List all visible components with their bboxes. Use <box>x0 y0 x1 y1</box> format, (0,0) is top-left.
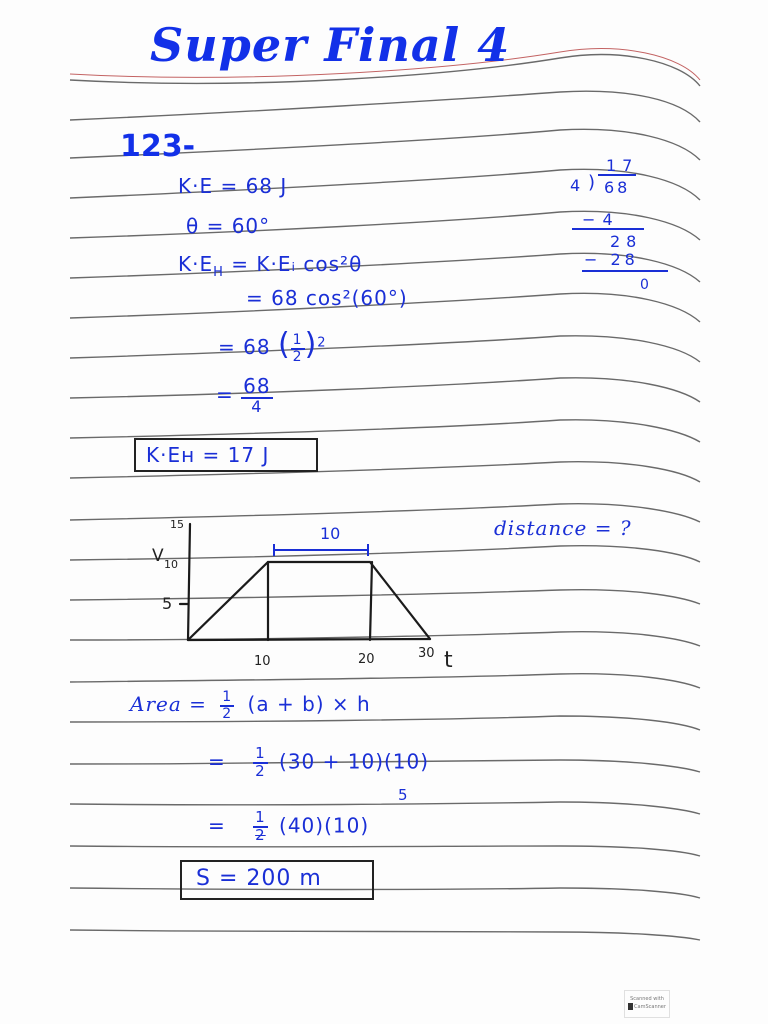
answer-1: K·Eн = 17 J <box>146 443 270 467</box>
formula-rhs: = K·Eᵢ cos²θ <box>231 252 363 276</box>
answer-2: S = 200 m <box>196 866 322 891</box>
area-frac-den: 2 <box>222 705 233 722</box>
division-quotient: 17 <box>606 156 639 175</box>
division-line-1 <box>572 228 644 230</box>
watermark-line-2-wrap <box>625 1003 669 1011</box>
area-substitution-line <box>208 746 429 780</box>
simplify-frac-den: 2 <box>255 825 266 844</box>
camscanner-watermark <box>624 990 670 1018</box>
division-line-2 <box>582 270 668 272</box>
simplify-frac-num: 1 <box>255 808 266 826</box>
y-axis <box>188 524 190 640</box>
division-remainder-1: 28 <box>610 232 643 251</box>
division-sub-2: − 28 <box>584 250 639 269</box>
trapezoid-line <box>188 562 430 640</box>
answer-box-2 <box>180 860 374 900</box>
step-2-frac-den: 2 <box>292 348 303 365</box>
sub-frac-num: 1 <box>255 744 266 762</box>
division-remainder-final: 0 <box>640 277 650 293</box>
given-angle: θ = 60° <box>186 214 271 238</box>
page-title: Super Final 4 <box>150 18 511 72</box>
step-3-num: 68 <box>243 374 271 398</box>
x-tick-20: 20 <box>358 652 375 667</box>
camscanner-logo-icon <box>628 1003 633 1010</box>
answer-box-1 <box>134 438 318 472</box>
sub-values: (30 + 10)(10) <box>279 749 430 774</box>
division-dividend: 68 <box>604 178 631 197</box>
given-kinetic-energy: K·E = 68 J <box>178 174 288 198</box>
question-number: 123- <box>120 129 196 164</box>
distance-question: distance = ? <box>494 516 632 540</box>
step-1: = 68 cos²(60°) <box>246 286 408 310</box>
simplify-values: (40)(10) <box>279 813 370 838</box>
sub-equals: = <box>208 749 226 774</box>
division-bar <box>598 174 636 176</box>
area-label: Area = <box>130 692 207 717</box>
simplify-note: 5 <box>398 786 408 804</box>
step-3-den: 4 <box>251 397 263 416</box>
simplify-equals: = <box>208 813 226 838</box>
sub-frac-den: 2 <box>255 761 266 780</box>
y-tick-15: 15 <box>170 518 184 531</box>
step-3 <box>216 376 273 416</box>
area-formula-line <box>130 690 371 721</box>
step-2-frac-num: 1 <box>292 331 303 348</box>
watermark-line-2: CamScanner <box>634 1003 666 1010</box>
x-axis-label: t <box>444 648 453 673</box>
x-axis <box>188 639 430 640</box>
y-axis-label: V <box>152 546 164 566</box>
division-divisor: 4 <box>570 176 582 195</box>
step-2-exponent: 2 <box>317 335 327 351</box>
x-tick-10: 10 <box>254 654 271 669</box>
step-3-prefix: = <box>216 382 234 407</box>
step-2-prefix: = 68 <box>218 335 271 359</box>
y-tick-10: 10 <box>164 558 178 571</box>
division-sub-1: − 4 <box>582 210 614 229</box>
formula-subscript: H <box>213 265 224 280</box>
y-tick-5: 5 <box>162 594 173 613</box>
bracket-label: 10 <box>320 524 341 543</box>
area-frac-num: 1 <box>222 689 233 705</box>
formula-lhs: K·E <box>178 252 214 276</box>
division-bracket: ) <box>588 172 596 193</box>
x-tick-30: 30 <box>418 646 435 661</box>
formula-line <box>178 254 362 279</box>
step-2: = 68 ( $\frac{1}{2}$ )$^2$ <box>218 327 327 365</box>
watermark-line-1: Scanned with <box>630 996 664 1002</box>
area-formula: (a + b) × h <box>247 692 371 717</box>
area-simplify-line <box>208 810 369 844</box>
